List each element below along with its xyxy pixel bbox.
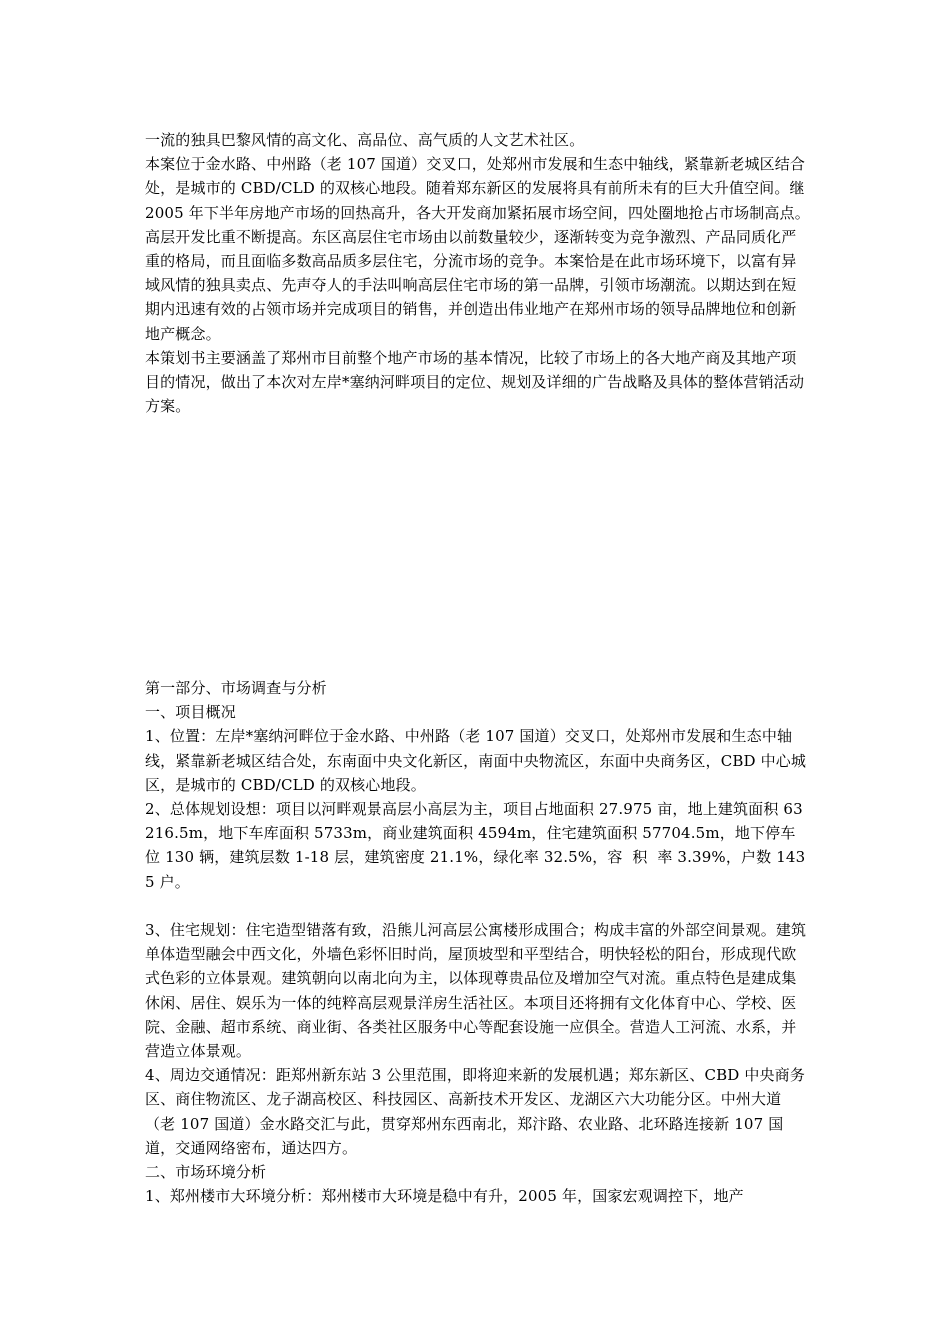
intro-section <box>145 128 810 418</box>
item-transportation: 4、周边交通情况：距郑州新东站 3 公里范围，即将迎来新的发展机遇；郑东新区、CBD 中央商务区、商住物流区、龙子湖高校区、科技园区、高新技术开发区、龙湖区六大功能分区。中州大道（老 107 国道）金水路交汇与此，贯穿郑州东西南北，郑汴路、农业路、北环路连接新 107 国道，交通网络密布，通达四方。 <box>145 1066 805 1157</box>
item-overall-planning: 2、总体规划设想：项目以河畔观景高层小高层为主，项目占地面积 27.975 亩，地上建筑面积 63216.5m，地下车库面积 5733m，商业建筑面积 4594m，住宅建筑面积 57704.5m，地下停车位 130 辆，建筑层数 1-18 层，建筑密度 21.1%，绿化率 32.5%，容 积 率 3.39%，户数 1435 户。 <box>145 800 806 891</box>
intro-paragraph-2: 本案位于金水路、中州路（老 107 国道）交叉口，处郑州市发展和生态中轴线，紧靠新老城区结合处，是城市的 CBD/CLD 的双核心地段。随着郑东新区的发展将具有前所未有的巨大升值空间。继 2005 年下半年房地产市场的回热高升，各大开发商加紧拓展市场空间，四处圈地抢占市场制高点。高层开发比重不断提高。东区高层住宅市场由以前数量较少，逐渐转变为竞争激烈、产品同质化严重的格局，而且面临多数高品质多层住宅，分流市场的竞争。本案恰是在此市场环境下，以富有异域风情的独具卖点、先声夺人的手法叫响高层住宅市场的第一品牌，引领市场潮流。以期达到在短期内迅速有效的占领市场并完成项目的销售，并创造出伟业地产在郑州市场的领导品牌地位和创新地产概念。 <box>145 155 810 343</box>
main-section <box>145 676 810 1208</box>
item-location: 1、位置：左岸*塞纳河畔位于金水路、中州路（老 107 国道）交叉口，处郑州市发展和生态中轴线，紧靠新老城区结合处，东南面中央文化新区，南面中央物流区，东面中央商务区，CBD 中心城区，是城市的 CBD/CLD 的双核心地段。 <box>145 727 807 794</box>
item-residential-planning: 3、住宅规划：住宅造型错落有致，沿熊儿河高层公寓楼形成围合；构成丰富的外部空间景观。建筑单体造型融会中西文化，外墙色彩怀旧时尚，屋顶坡型和平型结合，明快轻松的阳台，形成现代欧式色彩的立体景观。建筑朝向以南北向为主，以体现尊贵品位及增加空气对流。重点特色是建成集休闲、居住、娱乐为一体的纯粹高层观景洋房生活社区。本项目还将拥有文化体育中心、学校、医院、金融、超市系统、商业街、各类社区服务中心等配套设施一应俱全。营造人工河流、水系，并营造立体景观。 <box>145 921 807 1061</box>
part-title: 第一部分、市场调查与分析 <box>145 679 327 697</box>
intro-paragraph-1: 一流的独具巴黎风情的高文化、高品位、高气质的人文艺术社区。 <box>145 131 585 149</box>
intro-paragraph-3: 本策划书主要涵盖了郑州市目前整个地产市场的基本情况，比较了市场上的各大地产商及其地产项目的情况，做出了本次对左岸*塞纳河畔项目的定位、规划及详细的广告战略及具体的整体营销活动方案。 <box>145 348 805 416</box>
section-1-title: 一、项目概况 <box>145 703 236 722</box>
item-market-environment: 1、郑州楼市大环境分析：郑州楼市大环境是稳中有升，2005 年，国家宏观调控下，地产 <box>145 1187 744 1206</box>
paragraph-spacer <box>145 894 810 918</box>
section-2-title: 二、市场环境分析 <box>145 1163 267 1182</box>
